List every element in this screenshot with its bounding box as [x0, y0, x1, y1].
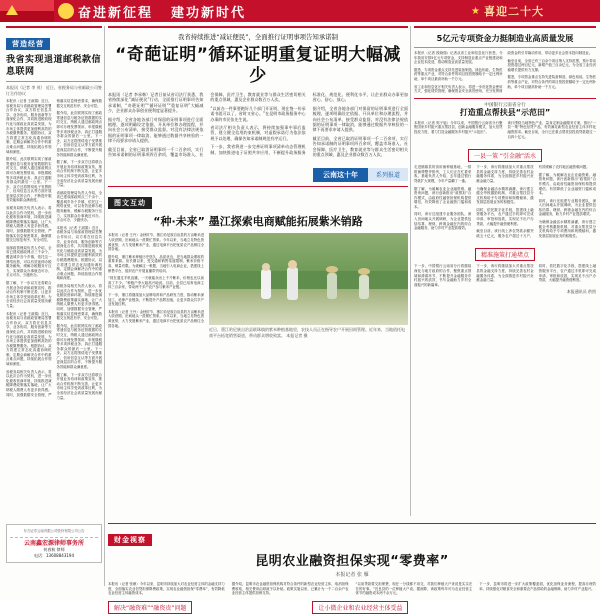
- col-b-paragraph: 截至目前，全省已取消证明事项一千二百余项，实行告知承诺制的证明事项四百余项，覆盖市场准入、社会保障、医疗卫生、教育就业等与群众生活密切相关的重点领域，惠及企业群众数百万人次。: [108, 92, 306, 158]
- col-a-paragraph: 省邮政管理局负责人介绍，全省已建成邮政网点三千余个，覆盖城乡各个乡镇，依托这一网络优势，可以有效延伸办税服务触角，缓解办税服务厅压力，实现群众办事就近可办、多点可办、少跑快办。: [56, 190, 102, 223]
- col-a-paragraph: 省邮政管理局负责人介绍，全省已建成邮政网点三千余个，覆盖城乡各个乡镇，依托这一网络优势，可以有效延伸办税服务触角，缓解办税服务厅压力，实现群众办事就近可办、多点可办、少跑快办。: [6, 245, 52, 278]
- bottom-tag-1: 解决“融资难”“融资贵”问题: [108, 601, 192, 614]
- col-c-paragraph: 据悉，专项资金重点支持先进装备制造、绿色铝硅、生物医药等重点产业，对符合条件的项目按投资额给予一定比例补助，单个项目最高补助一千万元。: [507, 75, 596, 89]
- col-c-paragraph: 省工业和信息化厅相关负责人表示，将进一步优化资金使用方式，强化绩效管理，确保资金安全高效使用，充分发挥财政资金的引导撬动作用，带动更多社会资本投向制造业。: [414, 51, 593, 94]
- advertisement-box: [6, 524, 102, 563]
- col-b-paragraph: 据介绍，全省各地各部门对保留的证明事项进行全面梳理，逐项明确设定依据、开具单位和办理流程，并向社会公布清单，接受群众监督。对没有法律法规依据的证明事项一律取消，能够通过数据共享核验的一律不再要求申请人提供。: [108, 116, 204, 144]
- col-c-headline-2: 打造重点帮扶县“示范田”: [459, 107, 551, 117]
- col-c-paragraph: 本报讯（记者 段晓瑞）记者从省工业和信息化厅获悉，今年我省安排5亿元专项资金，支持制造业重点产业链建设和企业技术改造，推动制造业高质量发展。: [414, 51, 503, 65]
- col-c-paragraph: 该行围绕当地特色产业，量身定制金融服务方案，推出“一县一策”特色信贷产品，有效满足新型农业经营主体多样化融资需求。截至目前，全行已在重点帮扶县投放贷款超过一百四十亿元。: [507, 120, 596, 139]
- person-figure: [287, 267, 298, 300]
- series-badge-row: [108, 162, 408, 182]
- bottom-paragraph: 据介绍，昆明市农业融资担保机构对符合条件的新型农业经营主体，取消担保费收取，相关费用由财政予以补贴。政策实施以来，已累计为一千二百余户农业经营主体提供担保支持。: [231, 582, 349, 596]
- section-label-finance: 财金视察: [108, 534, 152, 546]
- person-figure: [261, 269, 271, 299]
- col-a-headline: 我省实现退道邮税款信息联网: [6, 55, 102, 77]
- banner-title-left: 奋进新征程: [78, 5, 154, 21]
- col-b-paragraph: “以前办一件事要跑好几个部门开证明，现在签一份承诺书就可以了，省时又省心。”在昆明市政务服务中心办事的市民张先生说。: [210, 105, 306, 122]
- column-divider-2: [410, 26, 411, 516]
- bottom-paragraph: 本报讯（记者 张雁）今年以来，昆明市持续加大对农业经营主体的金融支持力度，全面落实农业信贷担保降费政策，实现农业融资担保“零费率”，有效降低农业经营主体融资成本。: [108, 582, 225, 596]
- bottom-byline: 本报记者 张 雁: [335, 572, 369, 578]
- section-label-photo: 图文互动: [108, 197, 152, 209]
- col-c-paragraph: 据悉，专项资金重点支持先进装备制造、绿色铝硅、生物医药等重点产业，对符合条件的项目按投资额给予一定比例补助，单个项目最高补助一千万元。: [414, 67, 503, 81]
- top-banner: [0, 0, 600, 22]
- photo-story-paragraph: “现在通过手机直播，一天就能卖出上千斤紫米，价格也比以前高了不少。”种植户李大姐高兴地说。目前，全县已培育电商主体三百余家，带动两千多户农户参与紫米产业链。: [108, 276, 204, 290]
- column-right: [414, 26, 596, 295]
- col-c-paragraph: 据了解，为破解农业企业融资难、融资贵问题，该行创新推出“政银担”合作模式，由政府性融资担保机构提供增信，有效降低了企业融资门槛和成本。: [538, 172, 596, 196]
- col-b-divider: [108, 186, 408, 187]
- col-a-paragraph: 本报讯（记者 王淑娟）近日，省税务局与省邮政管理局签署合作协议，双方将在信息共享、业务协同、服务创新等方面深化合作，共同推进税收现代化与邮政业高质量发展，为市场主体提供更加便利高效的办税缴费服务。根据协议，双方将建立常态化沟通协调机制，定期会商解决合作中的重点难点问题，持续拓展合作领域和深度。: [6, 311, 52, 367]
- col-a-paragraph: 据介绍，此次联网实现了邮政寄递信息与税务征管数据的实时交互，纳税人通过邮政网点即可办理发票领用、申报缴税等多项涉税业务，真正打通服务群众的最后一公里。下一步，双方还将围绕电子发票推广、信用信息互认等方面开展更深层次的合作，不断提升服务效能和群众满意度。: [56, 323, 102, 370]
- banner-left: [0, 0, 415, 22]
- col-c-paragraph: 下一步，该行将继续加大对重点帮扶县的金融支持力度，持续完善农村金融服务体系，为全面推进乡村振兴贡献金融力量。: [476, 264, 534, 283]
- col-b-paragraph: 本报讯（记者 李承韩）记者日前从省司法厅获悉，我省持续深化“减证便民”行动，全面推行证明事项告知承诺制，“奇葩证明”“循环证明”“重复证明”大幅减少，企业群众办事创业便利度显著提升。: [108, 92, 204, 114]
- photo-story-paragraph: 据介绍，墨江紫米种植历史悠久，品质优良，是当地群众增收的重要来源。但长期以来，受交通和销售渠道限制，紫米价格不高、销量有限。为破解这一难题，当地引入电商企业，搭建线上销售平台，组织农户开展直播带货培训。: [108, 254, 204, 273]
- col-a-paragraph: 据介绍，此次联网实现了邮政寄递信息与税务征管数据的实时交互，纳税人通过邮政网点即可办理发票领用、申报缴税等多项涉税业务，真正打通服务群众的最后一公里。下一步，双方还将围绕电子发票推广、信用信息互认等方面开展更深层次的合作，不断提升服务效能和群众满意度。: [6, 157, 52, 203]
- col-b-paragraph: 截至目前，全省已取消证明事项一千二百余项，实行告知承诺制的证明事项四百余项，覆盖市场准入、社会保障、医疗卫生、教育就业等与群众生活密切相关的重点领域，惠及企业群众数百万人次。: [312, 135, 408, 158]
- series-badge-sub: 系列报道: [368, 168, 408, 181]
- bottom-paragraph: 下一步，昆明市将进一步扩大政策覆盖面，优化担保业务流程，提高办理效率，持续强化对粮食安全和重要农产品供给的金融保障，助力乡村产业振兴。: [479, 582, 596, 591]
- col-a-rule-top: [6, 26, 102, 28]
- section-label-business: 营造经营: [6, 38, 50, 50]
- ad-line-1: 东方证券云南有限公司股份有限公司公告: [23, 529, 85, 533]
- photo-story-title: “种·未来” 墨江探索电商赋能拓展紫米销路: [153, 215, 363, 229]
- flag-icon: [0, 0, 54, 22]
- bottom-paragraph: “以前贷款要交担保费，现在一分钱都不用交，对我们种植大户来说是实实在在的好事。”宜良县的一位种植大户说。据测算，该政策每年可为农业经营主体节约融资成本两千余万元。: [355, 582, 473, 596]
- col-c-divider-2: [414, 98, 596, 99]
- col-a-paragraph: 据了解，下一步双方还将联合开展业务培训和政策宣传，推动合作机制不断完善，让更多市场主体享受到改革红利，为全省经济社会高质量发展贡献力量。: [6, 280, 52, 308]
- col-c-paragraph: 截至目前，全省已有三百余个项目纳入支持范围，预计带动投资超过两百亿元，新增产值三百余亿元，为全省工业经济稳增长提供有力支撑。: [507, 58, 596, 72]
- col-a-paragraph: 省税务局相关负责人表示，将以此次合作为契机，进一步优化税收营商环境，持续推进减税降费政策落实落地，让广大纳税人缴费人有更多获得感。同时，加强数据安全管理，严格落实信息保密要求，确保数据交互规范有序、安全可控。: [56, 283, 102, 321]
- col-c-paragraph: 同时，依托数字化手段，搭建线上融资服务平台，农户通过手机即可完成申请、审批和放款，实现足不出户办贷款，大幅提升融资便利度。: [538, 264, 596, 283]
- col-c-paragraph: 本报讯（记者 郭子旭）今年以来，中国银行云南省分行聚焦国家乡村振兴重点帮扶县，创新金融服务模式，加大信贷投放力度，着力打造金融服务乡村振兴“示范田”。: [414, 120, 503, 134]
- bottom-headline: 昆明农业融资担保实现“零费率”: [255, 554, 449, 569]
- banner-right: [415, 0, 600, 22]
- col-c-subsection-tag-1: 一县一策 “引金融”活水: [468, 149, 542, 162]
- col-c-paragraph: 下一步，该行将继续加大对重点帮扶县的金融支持力度，持续完善农村金融服务体系，为全面推进乡村振兴贡献金融力量。: [476, 165, 534, 183]
- banner-right-title: 喜迎二十大: [483, 5, 544, 18]
- bottom-rule: [108, 523, 596, 524]
- party-emblem-icon: [58, 3, 74, 19]
- ad-sub: 何春秋 律师: [43, 547, 65, 552]
- col-c-headline-1: 5亿元专项资金力挺制造业高质量发展: [436, 33, 574, 43]
- col-b-paragraph: 下一步，我省将进一步完善证明事项清单动态管理机制，加快推进电子证照共享应用，不断提升政务服务标准化、规范化、便利化水平，让企业群众办事更加省心、舒心、放心。: [210, 92, 408, 155]
- col-c-paragraph: 下一步，中国银行云南省分行将继续深化与地方政府的合作，聚焦重点领域和薄弱环节，不断提升金融服务乡村振兴的质效，书写金融助力乡村全面振兴的新篇章。: [414, 264, 472, 287]
- col-a-paragraph: 据介绍，此次联网实现了邮政寄递信息与税务征管数据的实时交互，纳税人通过邮政网点即可办理发票领用、申报缴税等多项涉税业务，真正打通服务群众的最后一公里。下一步，双方还将围绕电子发票推广、信用信息互认等方面开展更深层次的合作，不断提升服务效能和群众满意度。: [56, 111, 102, 157]
- col-c-subline: 中国银行云南省分行: [484, 102, 526, 108]
- col-c-paragraph: 为确保金融活水精准滴灌，该行建立健全考核激励机制，对重点帮扶县分支机构给予专项费用和规模倾斜，激发基层拓展业务的积极性。: [538, 220, 596, 238]
- ad-divider: [10, 537, 98, 538]
- col-a-divider: [6, 81, 102, 82]
- ad-phone: 电话：13608843194: [34, 553, 74, 558]
- col-c-paragraph: 为确保金融活水精准滴灌，该行建立健全考核激励机制，对重点帮扶县分支机构给予专项费用和规模倾斜，激发基层拓展业务的积极性。: [476, 186, 534, 205]
- photo-caption: 近日，墨江哈尼族自治县联珠镇的紫米种植基地里，农技人员正在指导农户开展田间管理。近年来，当地依托电商平台拓宽销售渠道，带动群众增收致富。 本报记者 摄: [209, 327, 405, 339]
- col-b-paragraph: 据介绍，全省各地各部门对保留的证明事项进行全面梳理，逐项明确设定依据、开具单位和办理流程，并向社会公布清单，接受群众监督。对没有法律法规依据的证明事项一律取消，能够通过数据共享核验的一律不再要求申请人提供。: [312, 105, 408, 133]
- col-c-rule-top: [414, 26, 596, 28]
- col-c-paragraph: 同时，依托数字化手段，搭建线上融资服务平台，农户通过手机即可完成申请、审批和放款，实现足不出户办贷款，大幅提升融资便利度。: [476, 207, 534, 226]
- star-icon: ★: [471, 5, 480, 17]
- col-b-rule-top: [108, 26, 408, 28]
- photo-story-paragraph: 下一步，墨江将继续加大品牌培育和产品研发力度，推动紫米深加工，延伸产业链条，不断提升产品附加值，让更多群众共享产业发展红利。: [108, 293, 204, 307]
- photo-story-paragraph: 本报讯（记者 王丹）金秋时节，墨江哈尼族自治县的万亩紫米进入收获期，田间地头一派繁忙景象。今年以来，当地立足特色资源优势，大力发展紫米产业，通过电商平台把优质农产品销往全国各地。: [108, 233, 205, 252]
- person-figure: [359, 275, 369, 299]
- col-c-paragraph: 同时，该行还组建专业服务团队，深入田间地头开展调研，为企业提供包括结算、理财、跨境金融在内的综合金融服务，助力乡村产业提质增效。: [538, 198, 596, 217]
- column-center: [108, 26, 408, 339]
- banner-title-right: 建功新时代: [171, 5, 247, 21]
- column-divider-1: [104, 26, 105, 586]
- col-c-divider-1: [414, 47, 596, 48]
- column-left: [6, 26, 102, 400]
- bottom-tag-2: 让小微企业和农业经营主体受益: [312, 601, 408, 614]
- col-a-paragraph: 省税务局相关负责人表示，将以此次合作为契机，进一步优化税收营商环境，持续推进减税降费政策落实落地，让广大纳税人缴费人有更多获得感。同时，加强数据安全管理，严格落实信息保密要求，确保数据交互规范有序、安全可控。: [6, 206, 52, 243]
- col-a-paragraph: 据了解，下一步双方还将联合开展业务培训和政策宣传，推动合作机制不断完善，让更多市场主体享受到改革红利，为全省经济社会高质量发展贡献力量。: [56, 372, 102, 400]
- ad-title: 云南鑫宏源律师事务所: [23, 540, 84, 547]
- series-badge: 云南这十年: [313, 168, 368, 182]
- col-c-paragraph: 走进镇雄县的食用菌种植基地，一排排菌棒整齐排列，工人们正在忙着采收。基地负责人介绍，去年通过银行贷款扩大规模，今年产量翻了一番。: [414, 165, 472, 183]
- col-c-paragraph: 同时，该行还组建专业服务团队，深入田间地头开展调研，为企业提供包括结算、理财、跨境金融在内的综合金融服务，助力乡村产业提质增效。: [414, 212, 472, 231]
- col-c-subsection-tag-2: 精准施策打通堵点: [475, 248, 535, 261]
- col-a-paragraph: 省税务局相关负责人表示，将以此次合作为契机，进一步优化税收营商环境，持续推进减税降费政策落实落地，让广大纳税人缴费人有更多获得感。同时，加强数据安全管理，严格落实信息保密要求，确保数据交互规范有序、安全可控。: [6, 99, 102, 397]
- col-b-paragraph: 省司法厅相关负责人表示，将持续加强事中事后监管，建立健全信用约束机制，对虚假承诺行为依法依规予以处理，确保告知承诺制规范有序运行。: [210, 125, 306, 141]
- col-c-paragraph: 截至目前，该行线上涉农贷款余额突破五十亿元，服务农户超过十万户，有效缓解了农村地区融资难问题。: [476, 165, 590, 238]
- col-a-paragraph: 本报讯（记者 王淑娟）近日，省税务局与省邮政管理局签署合作协议，双方将在信息共享、业务协同、服务创新等方面深化合作，共同推进税收现代化与邮政业高质量发展，为市场主体提供更加便利高效的办税缴费服务。根据协议，双方将建立常态化沟通协调机制，定期会商解决合作中的重点难点问题，持续拓展合作领域和深度。: [6, 99, 52, 154]
- col-c-credit: 本报通讯员 供图: [566, 289, 596, 295]
- col-c-paragraph: 据了解，为破解农业企业融资难、融资贵问题，该行创新推出“政银担”合作模式，由政府性融资担保机构提供增信，有效降低了企业融资门槛和成本。: [414, 186, 472, 209]
- col-b-lead: 我省持续推进“减证便民”，全面推行证明事项告知承诺制: [178, 33, 338, 41]
- col-a-paragraph: 本报讯（记者 王淑娟）近日，省税务局与省邮政管理局签署合作协议，双方将在信息共享、业务协同、服务创新等方面深化合作，共同推进税收现代化与邮政业高质量发展，为市场主体提供更加便利高效的办税缴费服务。根据协议，双方将建立常态化沟通协调机制，定期会商解决合作中的重点难点问题，持续拓展合作领域和深度。: [56, 225, 102, 281]
- col-a-subhead: 本报讯（记者 李 茂） 近日，省税务局与省邮政公司签订合作协议: [6, 85, 102, 96]
- col-b-main-headline: “奇葩证明”循环证明重复证明大幅减少: [115, 45, 401, 86]
- photo-field-image: [209, 233, 408, 325]
- photo-story-paragraph: 本报讯（记者 王丹）金秋时节，墨江哈尼族自治县的万亩紫米进入收获期，田间地头一派繁忙景象。今年以来，当地立足特色资源优势，大力发展紫米产业，通过电商平台把优质农产品销往全国各地。: [108, 309, 205, 328]
- person-figure: [327, 273, 337, 299]
- col-a-paragraph: 据了解，下一步双方还将联合开展业务培训和政策宣传，推动合作机制不断完善，让更多市场主体享受到改革红利，为全省经济社会高质量发展贡献力量。: [56, 160, 102, 188]
